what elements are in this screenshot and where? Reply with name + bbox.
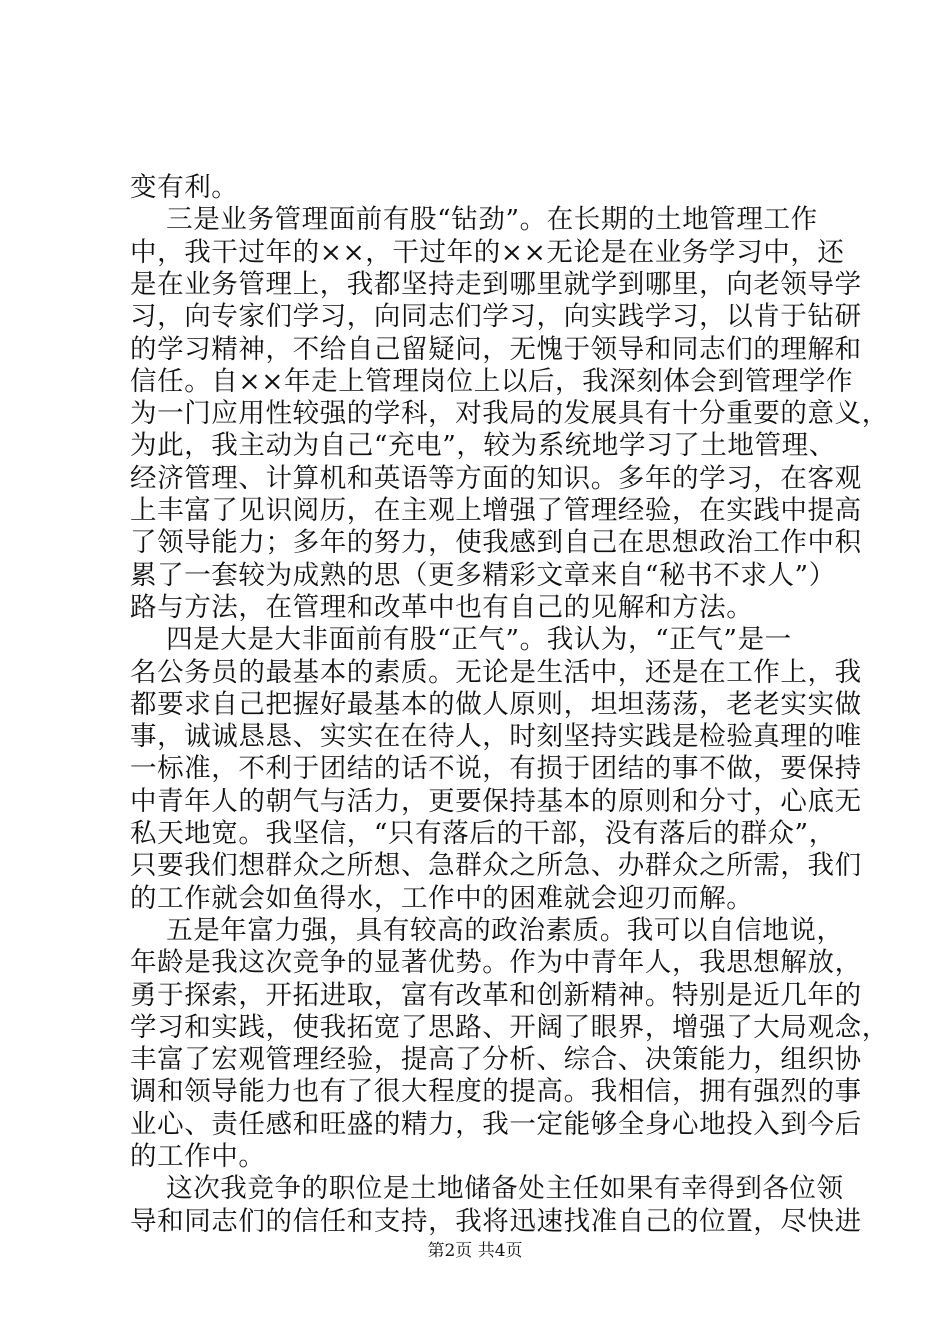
text-line: 三是业务管理面前有股“钻劲”。在长期的土地管理工作 — [130, 204, 818, 236]
text-line: 的工作就会如鱼得水，工作中的困难就会迎刃而解。 — [130, 882, 754, 914]
text-line: 业心、责任感和旺盛的精力，我一定能够全身心地投入到今后 — [130, 1108, 862, 1140]
text-line: 这次我竞争的职位是土地储备处主任如果有幸得到各位领 — [130, 1173, 844, 1205]
text-line: 学习和实践，使我拓宽了思路、开阔了眼界，增强了大局观念， — [130, 1011, 889, 1043]
text-line: 私天地宽。我坚信，“只有落后的干部，没有落后的群众”， — [130, 818, 836, 849]
text-line: 丰富了宏观管理经验，提高了分析、综合、决策能力，组织协 — [130, 1044, 862, 1076]
text-line: 为一门应用性较强的学科，对我局的发展具有十分重要的意义， — [130, 398, 889, 430]
text-line: 中青年人的朝气与活力，更要保持基本的原则和分寸，心底无 — [130, 785, 862, 817]
text-line: 是在业务管理上，我都坚持走到哪里就学到哪里，向老领导学 — [130, 268, 862, 300]
text-line: 勇于探索，开拓进取，富有改革和创新精神。特别是近几年的 — [130, 979, 862, 1011]
text-line: 路与方法，在管理和改革中也有自己的见解和方法。 — [130, 591, 754, 623]
text-line: 一标准，不利于团结的话不说，有损于团结的事不做，要保持 — [130, 753, 862, 785]
text-line: 五是年富力强，具有较高的政治素质。我可以自信地说， — [130, 914, 844, 946]
text-line: 为此，我主动为自己“充电”，较为系统地学习了土地管理、 — [130, 430, 836, 462]
text-line: 习，向专家们学习，向同志们学习，向实践学习，以肯于钻研 — [130, 301, 862, 333]
text-line: 经济管理、计算机和英语等方面的知识。多年的学习，在客观 — [130, 462, 862, 494]
text-line: 四是大是大非面前有股“正气”。我认为，“正气”是一 — [130, 624, 792, 656]
text-line: 事，诚诚恳恳、实实在在待人，时刻坚持实践是检验真理的唯 — [130, 721, 862, 753]
text-line: 变有利。 — [130, 172, 239, 203]
text-line: 的工作中。 — [130, 1141, 266, 1172]
text-line: 年龄是我这次竞争的显著优势。作为中青年人，我思想解放， — [130, 947, 862, 979]
text-line: 名公务员的最基本的素质。无论是生活中，还是在工作上，我 — [130, 656, 862, 688]
text-line: 累了一套较为成熟的思（更多精彩文章来自“秘书不求人”） — [130, 559, 836, 591]
text-line: 调和领导能力也有了很大程度的提高。我相信，拥有强烈的事 — [130, 1076, 862, 1108]
text-line: 导和同志们的信任和支持，我将迅速找准自己的位置，尽快进 — [130, 1205, 862, 1237]
text-line: 信任。自××年走上管理岗位上以后，我深刻体会到管理学作 — [130, 365, 854, 397]
text-line: 都要求自己把握好最基本的做人原则，坦坦荡荡，老老实实做 — [130, 688, 862, 720]
text-line: 中，我干过年的××，干过年的××无论是在业务学习中，还 — [130, 236, 845, 268]
text-line: 只要我们想群众之所想、急群众之所急、办群众之所需，我们 — [130, 850, 862, 882]
text-line: 上丰富了见识阅历，在主观上增强了管理经验，在实践中提高 — [130, 495, 862, 526]
text-line: 了领导能力；多年的努力，使我感到自己在思想政治工作中积 — [130, 527, 862, 559]
page-footer: 第2页 共4页 — [427, 1241, 523, 1261]
text-line: 的学习精神，不给自己留疑问，无愧于领导和同志们的理解和 — [130, 333, 862, 365]
